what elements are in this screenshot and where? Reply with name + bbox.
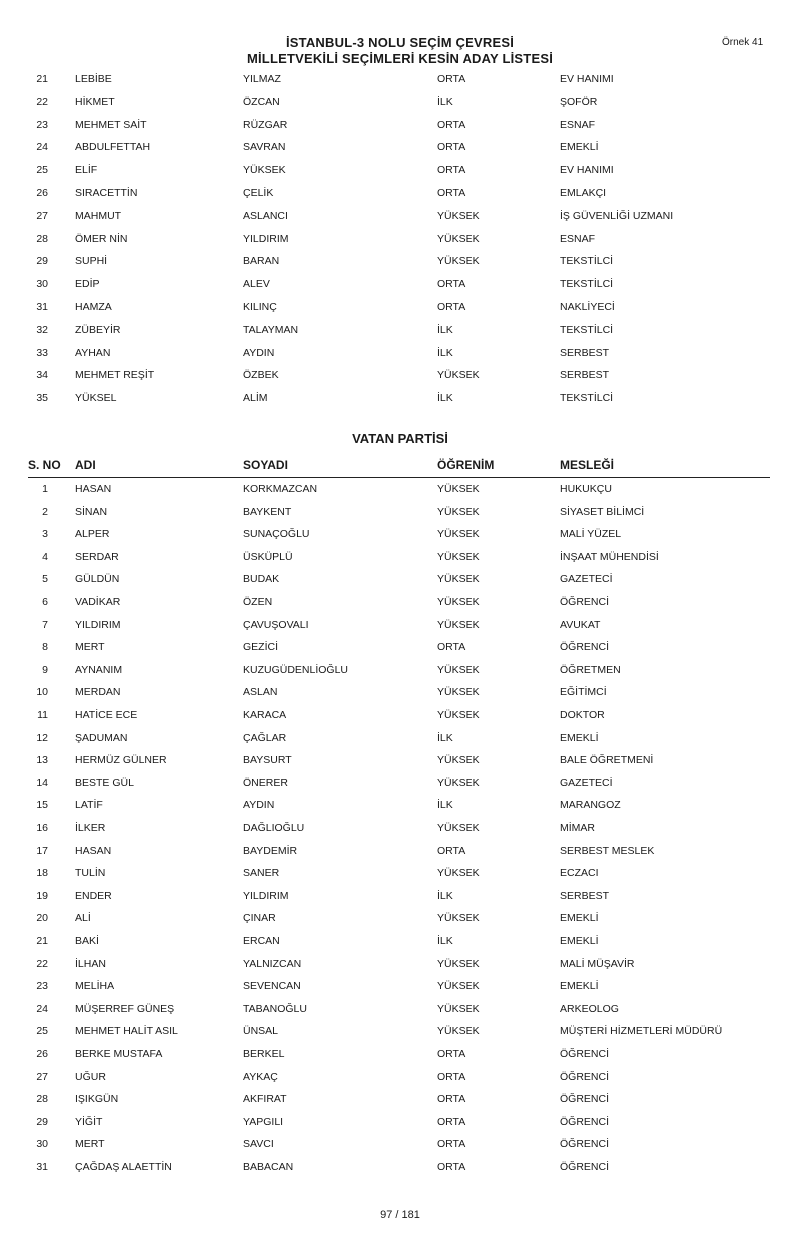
cell-meslek: EMEKLİ [560,141,599,154]
cell-meslek: SERBEST [560,346,610,359]
table-row [0,73,800,93]
cell-meslek: ÖĞRENCİ [560,1138,610,1151]
cell-soyadi: AYDIN [243,346,275,359]
cell-ogrenim: ORTA [437,1115,466,1128]
cell-soyadi: ÜSKÜPLÜ [243,550,293,563]
column-header-ogrenim: ÖĞRENİM [437,458,495,472]
cell-ad: ELİF [75,164,98,177]
cell-ogrenim: YÜKSEK [437,1002,480,1015]
cell-meslek: ECZACI [560,867,599,880]
table-row [0,301,800,321]
cell-soyadi: DAĞLIOĞLU [243,822,305,834]
cell-soyadi: ASLAN [243,686,278,699]
cell-meslek: EMEKLİ [560,980,599,993]
cell-ogrenim: YÜKSEK [437,232,480,245]
cell-ogrenim: İLK [437,731,453,744]
cell-ad: YILDIRIM [75,618,121,631]
table-row [0,1003,800,1023]
cell-ad: SERDAR [75,550,119,563]
cell-ad: SUPHİ [75,255,108,268]
cell-ad: HERMÜZ GÜLNER [75,754,167,767]
cell-no: 29 [36,255,48,268]
table-row [0,1093,800,1113]
table-row [0,528,800,548]
cell-no: 33 [36,346,48,359]
cell-soyadi: TALAYMAN [243,323,299,336]
cell-no: 27 [36,209,48,222]
table-row [0,890,800,910]
cell-meslek: ÖĞRENCİ [560,1093,610,1106]
cell-ogrenim: YÜKSEK [437,528,480,541]
cell-ad: TULİN [75,867,106,880]
cell-soyadi: SANER [243,867,280,880]
cell-ogrenim: İLK [437,95,453,108]
cell-ad: AYNANIM [75,663,123,676]
table-row [0,822,800,842]
cell-no: 24 [36,141,48,154]
table-row [0,732,800,752]
cell-meslek: MALİ MÜŞAVİR [560,957,635,970]
cell-ad: IŞIKGÜN [75,1093,119,1106]
cell-meslek: MALİ YÜZEL [560,528,622,541]
column-header-ad: ADI [75,458,96,472]
cell-ad: ABDULFETTAH [75,141,151,154]
cell-soyadi: ÇELİK [243,187,274,199]
cell-no: 31 [36,301,48,313]
cell-meslek: ÖĞRENCİ [560,596,610,608]
cell-no: 12 [36,731,48,744]
cell-ad: LATİF [75,799,103,812]
cell-ogrenim: YÜKSEK [437,776,480,789]
table-row [0,935,800,955]
cell-soyadi: AYDIN [243,799,275,812]
cell-no: 8 [42,641,48,654]
cell-ad: HATİCE ECE [75,709,138,721]
cell-meslek: ESNAF [560,118,596,131]
cell-soyadi: SAVRAN [243,141,286,154]
table-row [0,483,800,503]
cell-soyadi: YAPGILI [243,1115,284,1128]
cell-soyadi: ALİM [243,392,268,405]
cell-ogrenim: YÜKSEK [437,505,480,518]
cell-no: 4 [42,550,48,563]
cell-ad: LEBİBE [75,73,112,85]
page-subtitle: MİLLETVEKİLİ SEÇİMLERİ KESİN ADAY LİSTESİ [246,51,554,66]
cell-soyadi: SUNAÇOĞLU [243,528,310,541]
cell-ogrenim: YÜKSEK [437,550,480,563]
cell-ad: MERT [75,1138,105,1151]
cell-no: 5 [42,573,48,586]
cell-no: 21 [36,73,48,85]
table-row [0,686,800,706]
cell-ad: ÇAĞDAŞ ALAETTİN [75,1161,172,1173]
cell-no: 2 [42,505,48,518]
cell-ogrenim: ORTA [437,1093,466,1106]
cell-no: 24 [36,1002,48,1015]
cell-soyadi: YILMAZ [243,73,281,85]
cell-no: 13 [36,754,48,767]
cell-ad: GÜLDÜN [75,573,120,586]
cell-meslek: SİYASET BİLİMCİ [560,505,645,518]
cell-ogrenim: İLK [437,935,453,947]
cell-ogrenim: YÜKSEK [437,980,480,993]
cell-ad: İLKER [75,822,106,834]
cell-ogrenim: YÜKSEK [437,663,480,676]
cell-meslek: MARANGOZ [560,799,621,812]
cell-ad: EDİP [75,278,100,291]
table-row [0,255,800,275]
cell-ogrenim: YÜKSEK [437,369,480,382]
table-row [0,347,800,367]
cell-no: 23 [36,980,48,993]
cell-meslek: BALE ÖĞRETMENİ [560,754,654,767]
table-row [0,958,800,978]
cell-no: 18 [36,867,48,880]
cell-meslek: SERBEST [560,889,610,902]
cell-no: 20 [36,912,48,925]
cell-no: 28 [36,1093,48,1106]
cell-ogrenim: YÜKSEK [437,209,480,222]
cell-soyadi: SAVCI [243,1138,274,1151]
cell-no: 31 [36,1161,48,1173]
cell-meslek: ÖĞRENCİ [560,1115,610,1128]
cell-ogrenim: YÜKSEK [437,573,480,586]
cell-ogrenim: YÜKSEK [437,483,480,495]
table-row [0,777,800,797]
table-row [0,506,800,526]
cell-no: 32 [36,323,48,336]
cell-ogrenim: İLK [437,799,453,812]
cell-ad: MEHMET SAİT [75,118,147,131]
cell-meslek: SERBEST [560,369,610,382]
cell-meslek: ESNAF [560,232,596,245]
cell-meslek: GAZETECİ [560,573,613,586]
cell-meslek: NAKLİYECİ [560,301,615,313]
cell-soyadi: YILDIRIM [243,232,289,245]
cell-soyadi: RÜZGAR [243,118,288,131]
cell-ogrenim: İLK [437,346,453,359]
table-row [0,164,800,184]
cell-no: 17 [36,844,48,857]
cell-ogrenim: YÜKSEK [437,912,480,925]
cell-soyadi: ERCAN [243,935,280,947]
cell-ogrenim: YÜKSEK [437,957,480,970]
cell-no: 26 [36,1048,48,1060]
cell-soyadi: ALEV [243,278,270,291]
cell-ad: HASAN [75,483,112,495]
table-row [0,278,800,298]
cell-no: 6 [42,596,48,608]
cell-ad: MERT [75,641,105,654]
cell-meslek: EV HANIMI [560,164,614,177]
cell-meslek: SERBEST MESLEK [560,844,655,857]
cell-ad: AYHAN [75,346,111,359]
table-row [0,619,800,639]
cell-soyadi: BAYKENT [243,505,292,518]
cell-soyadi: BERKEL [243,1048,285,1060]
cell-ad: ZÜBEYİR [75,323,121,336]
cell-meslek: MÜŞTERİ HİZMETLERİ MÜDÜRÜ [560,1025,723,1038]
cell-no: 26 [36,187,48,199]
cell-meslek: ÖĞRENCİ [560,1048,610,1060]
cell-soyadi: YALNIZCAN [243,957,302,970]
cell-meslek: ÖĞRENCİ [560,1161,610,1173]
cell-ad: VADİKAR [75,596,121,608]
cell-ogrenim: YÜKSEK [437,686,480,699]
cell-meslek: EĞİTİMCİ [560,686,607,699]
table-row [0,392,800,412]
cell-ad: SIRACETTİN [75,187,138,199]
cell-ad: YÜKSEL [75,392,117,405]
cell-no: 1 [42,483,48,495]
cell-soyadi: BARAN [243,255,280,268]
table-row [0,1116,800,1136]
cell-soyadi: ÖZBEK [243,369,279,382]
cell-ad: BAKİ [75,935,99,947]
cell-soyadi: BAYDEMİR [243,844,298,857]
cell-no: 22 [36,957,48,970]
cell-ogrenim: ORTA [437,164,466,177]
table-row [0,641,800,661]
cell-ogrenim: YÜKSEK [437,618,480,631]
page-title: İSTANBUL-3 NOLU SEÇİM ÇEVRESİ [285,35,515,50]
cell-ogrenim: YÜKSEK [437,255,480,268]
cell-no: 25 [36,1025,48,1038]
cell-no: 11 [37,709,48,721]
table-row [0,980,800,1000]
cell-ogrenim: ORTA [437,1070,466,1083]
cell-no: 30 [36,1138,48,1151]
cell-ad: BESTE GÜL [75,776,134,789]
column-header-no: S. NO [28,458,61,472]
cell-ad: MAHMUT [75,209,122,222]
cell-soyadi: ÖZCAN [243,95,280,108]
cell-ogrenim: İLK [437,323,453,336]
table-row [0,709,800,729]
table-row [0,369,800,389]
cell-ogrenim: YÜKSEK [437,822,480,834]
cell-ogrenim: ORTA [437,73,466,85]
table-row [0,867,800,887]
cell-meslek: TEKSTİLCİ [560,392,614,405]
cell-meslek: TEKSTİLCİ [560,255,614,268]
cell-soyadi: ÖZEN [243,596,273,608]
cell-meslek: AVUKAT [560,618,601,631]
table-row [0,799,800,819]
cell-no: 29 [36,1115,48,1128]
cell-no: 3 [42,528,48,541]
cell-ad: ALİ [75,912,91,925]
cell-soyadi: GEZİCİ [243,641,279,654]
party-title: VATAN PARTİSİ [352,431,448,446]
cell-ad: YİĞİT [75,1115,103,1128]
cell-no: 19 [36,889,48,902]
column-header-meslek: MESLEĞİ [560,458,615,472]
cell-ogrenim: ORTA [437,1048,466,1060]
cell-ad: MEHMET REŞİT [75,369,155,382]
cell-meslek: ARKEOLOG [560,1002,619,1015]
cell-ad: HAMZA [75,301,112,313]
cell-soyadi: ÇAĞLAR [243,731,287,744]
cell-no: 9 [42,663,48,676]
cell-ogrenim: ORTA [437,141,466,154]
cell-ad: BERKE MUSTAFA [75,1048,163,1060]
cell-ad: ALPER [75,528,110,541]
cell-meslek: ÖĞRETMEN [560,663,621,676]
cell-ogrenim: ORTA [437,118,466,131]
cell-ad: MEHMET HALİT ASIL [75,1025,178,1038]
table-row [0,1048,800,1068]
table-row [0,1025,800,1045]
cell-no: 7 [42,618,48,631]
cell-ad: MÜŞERREF GÜNEŞ [75,1002,175,1015]
cell-no: 27 [36,1070,48,1083]
cell-soyadi: AYKAÇ [243,1070,278,1083]
cell-ogrenim: İLK [437,889,453,902]
table-row [0,596,800,616]
cell-ogrenim: İLK [437,392,453,405]
cell-no: 28 [36,232,48,245]
cell-meslek: ÖĞRENCİ [560,1070,610,1083]
cell-soyadi: ÖNERER [243,776,288,789]
cell-meslek: EMEKLİ [560,935,599,947]
cell-ogrenim: YÜKSEK [437,596,480,608]
table-row [0,119,800,139]
cell-meslek: MİMAR [560,822,595,834]
table-row [0,1138,800,1158]
table-row [0,754,800,774]
cell-ad: İLHAN [75,957,106,970]
cell-soyadi: KUZUGÜDENLİOĞLU [243,663,349,676]
cell-soyadi: KARACA [243,709,287,721]
cell-no: 23 [36,118,48,131]
cell-ogrenim: ORTA [437,301,466,313]
cell-soyadi: BAYSURT [243,754,292,767]
cell-ogrenim: YÜKSEK [437,709,480,721]
header-divider [28,477,770,478]
cell-soyadi: BUDAK [243,573,280,586]
cell-ogrenim: YÜKSEK [437,867,480,880]
cell-ogrenim: ORTA [437,844,466,857]
table-row [0,1071,800,1091]
cell-meslek: EMEKLİ [560,731,599,744]
cell-soyadi: ASLANCI [243,209,288,222]
table-row [0,324,800,344]
cell-meslek: GAZETECİ [560,776,613,789]
cell-no: 22 [36,95,48,108]
cell-ogrenim: YÜKSEK [437,754,480,767]
cell-no: 35 [36,392,48,405]
cell-soyadi: SEVENCAN [243,980,301,993]
cell-ogrenim: ORTA [437,187,466,199]
cell-meslek: EV HANIMI [560,73,614,85]
cell-ad: MELİHA [75,980,115,993]
cell-soyadi: ÇAVUŞOVALI [243,618,309,631]
cell-ad: UĞUR [75,1070,106,1083]
cell-meslek: EMLAKÇI [560,187,607,199]
cell-soyadi: YÜKSEK [243,164,286,177]
cell-no: 15 [36,799,48,812]
cell-soyadi: YILDIRIM [243,889,289,902]
cell-meslek: HUKUKÇU [560,483,612,495]
table-row [0,141,800,161]
cell-meslek: ŞOFÖR [560,95,598,108]
table-row [0,210,800,230]
cell-soyadi: BABACAN [243,1161,294,1173]
column-header-soyadi: SOYADI [243,458,288,472]
table-row [0,845,800,865]
cell-meslek: TEKSTİLCİ [560,278,614,291]
table-row [0,551,800,571]
cell-ad: HASAN [75,844,112,857]
cell-ogrenim: ORTA [437,641,466,654]
cell-meslek: TEKSTİLCİ [560,323,614,336]
cell-soyadi: AKFIRAT [243,1093,287,1106]
cell-ogrenim: ORTA [437,278,466,291]
table-row [0,233,800,253]
cell-meslek: EMEKLİ [560,912,599,925]
cell-meslek: İŞ GÜVENLİĞİ UZMANI [560,209,674,222]
cell-no: 10 [36,686,48,699]
table-row [0,187,800,207]
cell-meslek: İNŞAAT MÜHENDİSİ [560,550,659,563]
cell-ad: ENDER [75,889,112,902]
cell-no: 21 [36,935,48,947]
cell-no: 34 [36,369,48,382]
table-row [0,573,800,593]
table-row [0,664,800,684]
table-row [0,912,800,932]
cell-no: 16 [36,822,48,834]
cell-ad: HİKMET [75,95,115,108]
cell-soyadi: ÜNSAL [243,1025,279,1038]
page-number: 97 / 181 [380,1209,420,1221]
cell-no: 30 [36,278,48,291]
cell-meslek: DOKTOR [560,709,605,721]
table-row [0,1161,800,1181]
cell-no: 25 [36,164,48,177]
cell-ad: ÖMER NİN [75,232,128,245]
table-header [0,458,800,478]
cell-ogrenim: YÜKSEK [437,1025,480,1038]
cell-ad: SİNAN [75,505,108,518]
cell-no: 14 [36,776,48,789]
cell-soyadi: KORKMAZCAN [243,483,318,495]
cell-soyadi: ÇINAR [243,912,276,925]
cell-ad: ŞADUMAN [75,731,128,744]
cell-ad: MERDAN [75,686,121,699]
form-number: Örnek 41 [722,37,764,48]
cell-soyadi: KILINÇ [243,301,277,313]
cell-meslek: ÖĞRENCİ [560,641,610,654]
cell-ogrenim: ORTA [437,1161,466,1173]
cell-soyadi: TABANOĞLU [243,1002,307,1015]
cell-ogrenim: ORTA [437,1138,466,1151]
table-row [0,96,800,116]
